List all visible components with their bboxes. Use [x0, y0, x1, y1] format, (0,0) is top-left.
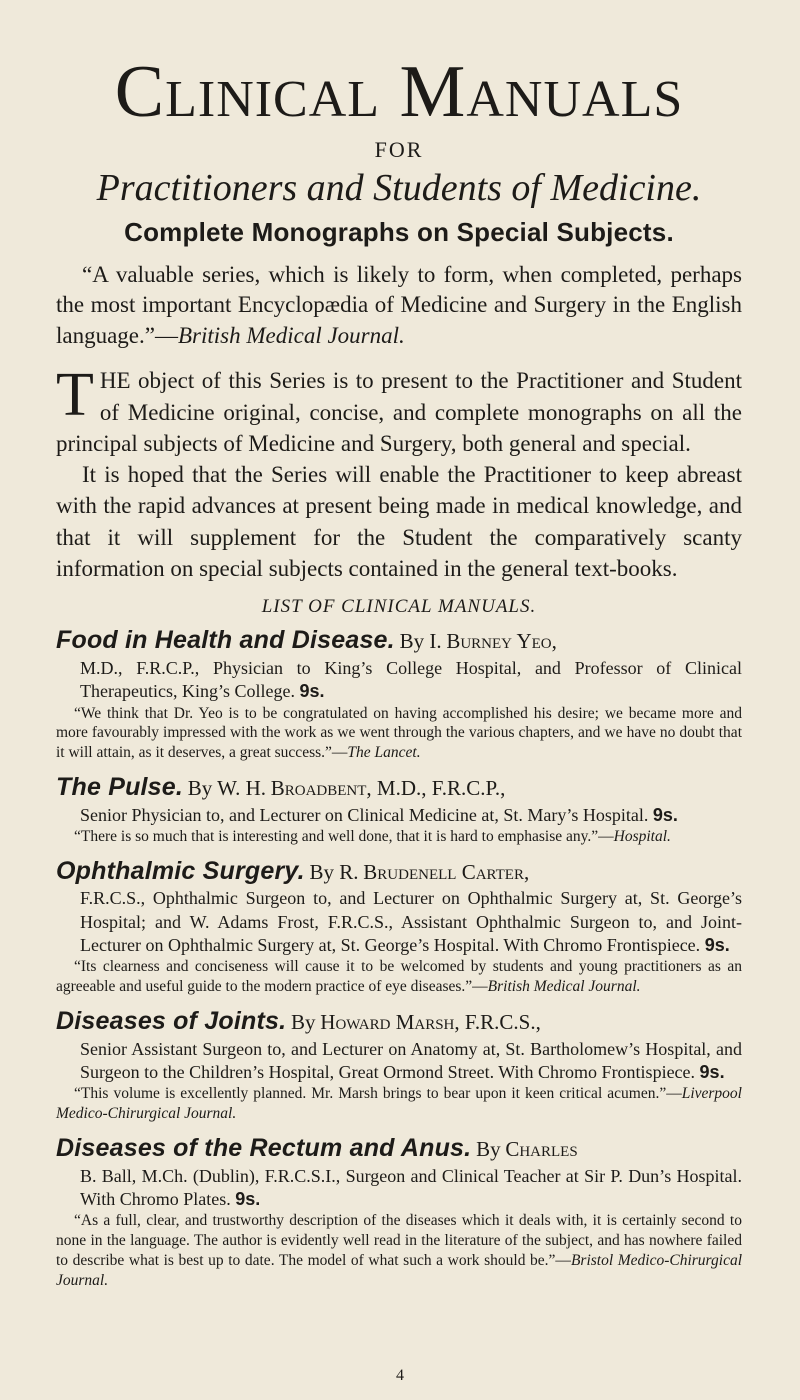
author-credentials: F.R.C.S., Ophthalmic Surgeon to, and Lecturer on Ophthalmic Surgery at, St. George’s Hospital; and W. Adams Frost, F.R.C.S., Assistant Ophthalmic Surgeon to, and Joint-Lecturer on Ophthalmic Surgery at, St. George’s Hospital. With Chromo Frontispiece.	[80, 888, 742, 956]
intro	[56, 361, 742, 584]
author-name: Howard Marsh, F.R.C.S.,	[320, 1010, 541, 1035]
review	[56, 957, 742, 997]
intro-text-1: HE object of this Series is to present to the Practitioner and Student of Medicine original, concise, and complete monographs on all the principal subjects of Medicine and Surgery, both general and special.	[56, 368, 742, 456]
drop-cap: T	[56, 361, 94, 430]
review	[56, 1084, 742, 1124]
intro-paragraph-2: It is hoped that the Series will enable the Practitioner to keep abreast with the rapid advances at present being made in medical knowledge, and that it will supplement for the Student the comparatively scanty information on special subjects contained in the general text-books.	[56, 462, 742, 582]
review-text: “As a full, clear, and trustworthy description of the diseases which it deals with, it is certainly second to none in the language. The author is evidently well read in the literature of the subject, and has nowhere failed to describe what is best up to date. The model of what such a work should be.”—	[56, 1212, 742, 1269]
entry-details	[80, 804, 742, 827]
page-title: Clinical Manuals	[114, 51, 684, 133]
review	[56, 827, 742, 847]
review-text: “Its clearness and conciseness will cause it to be welcomed by students and young practitioners as an agreeable and useful guide to the modern practice of eye diseases.”—	[56, 958, 742, 996]
book-title: Diseases of Joints.	[56, 1007, 287, 1036]
page-number: 4	[396, 1367, 404, 1384]
manual-entry	[56, 1132, 742, 1291]
manual-list	[56, 624, 742, 1290]
author-name: Broadbent, M.D., F.R.C.P.,	[270, 776, 506, 801]
review-text: “We think that Dr. Yeo is to be congratulated on having accomplished his desire; we became more and more favourably impressed with the work as we went through the various chapters, and we have no doubt that it will attain, as it deserves, a great success.”—	[56, 704, 742, 762]
by-label: By I.	[399, 629, 442, 654]
review-source: Bristol Medico-Chirurgical Journal.	[56, 1251, 743, 1289]
entry-head	[56, 855, 742, 888]
subtitle: Practitioners and Students of Medicine.	[96, 167, 702, 209]
review	[56, 1211, 742, 1290]
book-title: The Pulse.	[56, 773, 184, 802]
review-source: The Lancet.	[347, 744, 421, 762]
author-credentials: M.D., F.R.C.P., Physician to King’s College Hospital, and Professor of Clinical Therapeutics, King’s College.	[80, 657, 742, 702]
author-credentials: Senior Physician to, and Lecturer on Clinical Medicine at, St. Mary’s Hospital.	[80, 804, 649, 825]
manual-entry	[56, 771, 742, 847]
quote-text: “A valuable series, which is likely to form, when completed, perhaps the most important Encyclopædia of Medicine and Surgery in the English language.”—	[56, 261, 742, 348]
book-title: Food in Health and Disease.	[56, 626, 395, 655]
entry-head	[56, 1132, 742, 1165]
review-text: “This volume is excellently planned. Mr. Marsh brings to bear upon it keen critical acumen.”—	[74, 1085, 682, 1103]
entry-head	[56, 771, 742, 804]
entry-head	[56, 624, 742, 657]
price: 9s.	[235, 1188, 261, 1209]
list-heading: LIST OF CLINICAL MANUALS.	[261, 596, 537, 618]
review-source: Liverpool Medico-Chirurgical Journal.	[56, 1085, 742, 1123]
quote-source: British Medical Journal.	[177, 322, 405, 348]
author-name: Brudenell Carter,	[363, 859, 530, 884]
author-name: Charles	[505, 1137, 578, 1162]
by-label: By W. H.	[187, 776, 266, 801]
review-source: Hospital.	[613, 827, 671, 845]
opening-quote	[56, 260, 742, 352]
price: 9s.	[652, 804, 678, 825]
price: 9s.	[299, 681, 325, 702]
manual-entry	[56, 624, 742, 763]
price: 9s.	[699, 1061, 725, 1082]
price: 9s.	[704, 935, 730, 956]
book-title: Ophthalmic Surgery.	[56, 856, 305, 885]
by-label: By	[476, 1137, 501, 1162]
author-credentials: B. Ball, M.Ch. (Dublin), F.R.C.S.I., Surgeon and Clinical Teacher at Sir P. Dun’s Hospital. With Chromo Plates.	[80, 1165, 742, 1209]
manual-entry	[56, 1005, 742, 1124]
review-source: British Medical Journal.	[487, 978, 641, 996]
author-name: Burney Yeo,	[446, 629, 557, 654]
by-label: By	[291, 1010, 316, 1035]
entry-details	[80, 1165, 742, 1212]
tagline: Complete Monographs on Special Subjects.	[124, 216, 674, 247]
for-line: FOR	[374, 137, 424, 162]
review	[56, 704, 742, 763]
review-text: “There is so much that is interesting and well done, that it is hard to emphasise any.”—	[74, 827, 614, 845]
author-credentials: Senior Assistant Surgeon to, and Lecturer on Anatomy at, St. Bartholomew’s Hospital, and Surgeon to the Children’s Hospital, Great Ormond Street. With Chromo Frontispiece.	[80, 1038, 742, 1082]
entry-details	[80, 657, 742, 704]
intro-paragraph-1	[56, 361, 742, 459]
book-title: Diseases of the Rectum and Anus.	[56, 1134, 472, 1163]
entry-head	[56, 1005, 742, 1038]
entry-details	[80, 1038, 742, 1085]
manual-entry	[56, 855, 742, 997]
entry-details	[80, 887, 742, 957]
by-label: By R.	[309, 859, 359, 884]
